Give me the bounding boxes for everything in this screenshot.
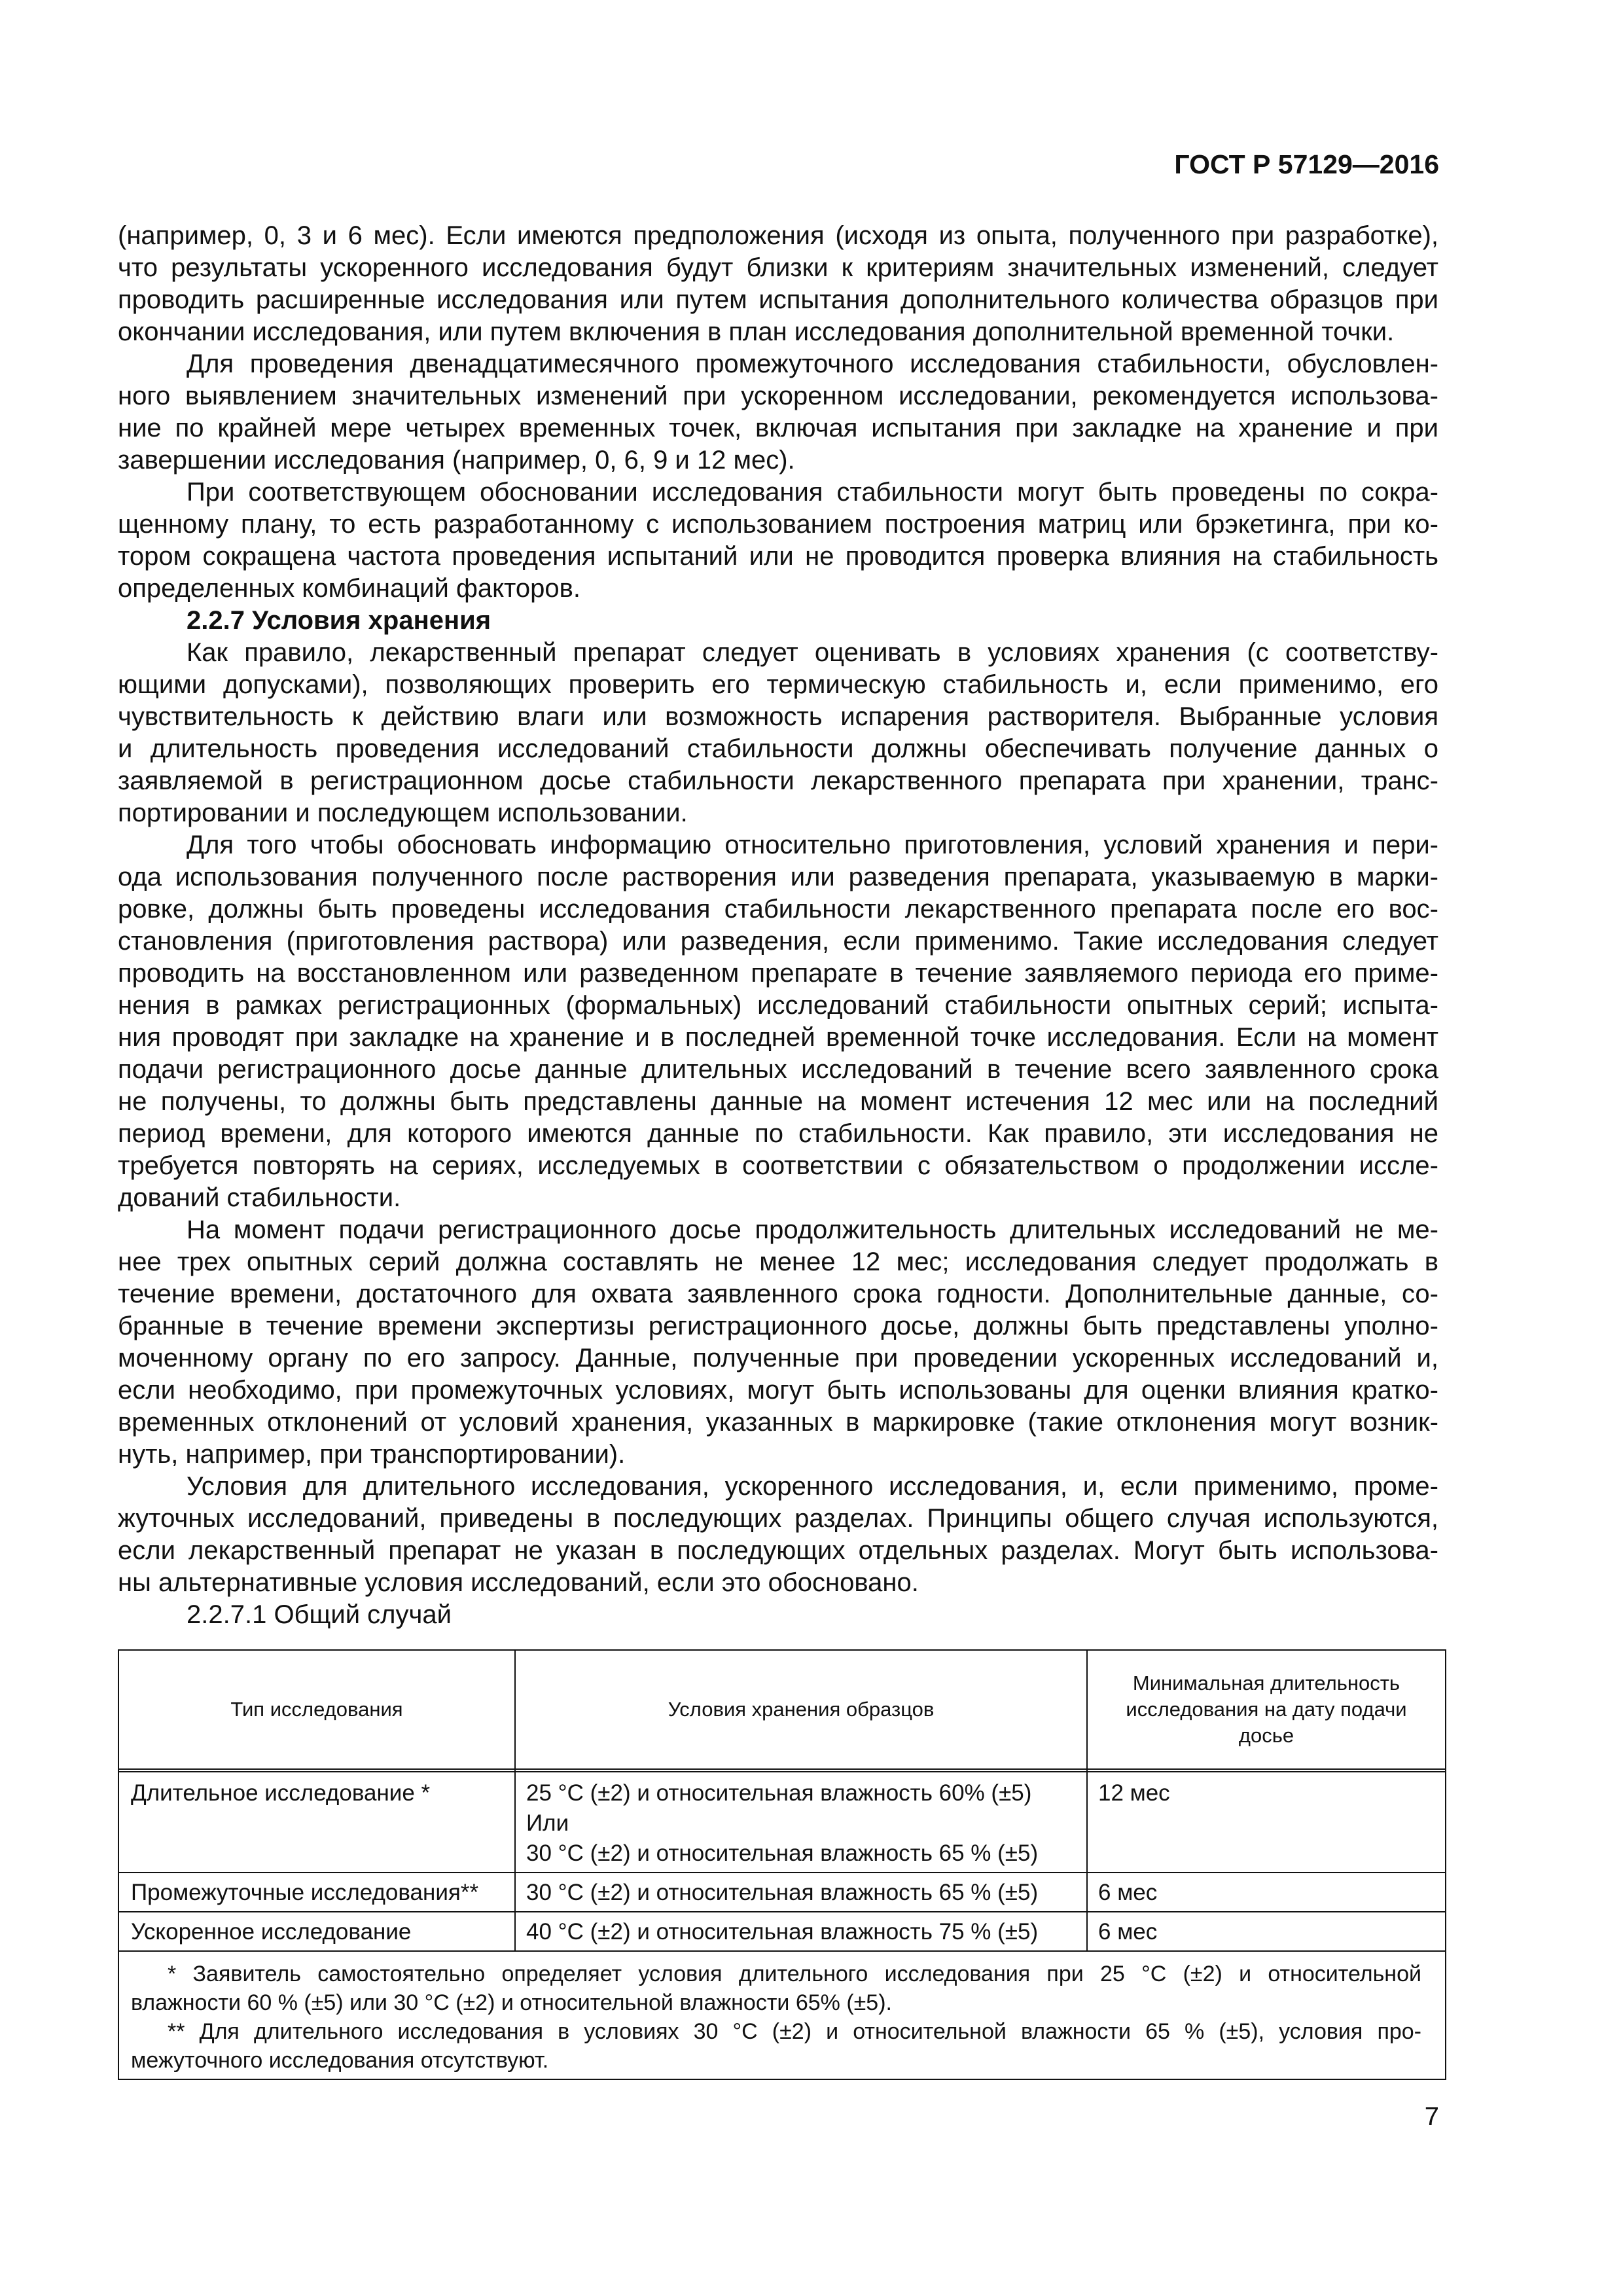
body-line: (например, 0, 3 и 6 мес). Если имеются предположения (исходя из опыта, полученного при разработке),	[118, 221, 1438, 250]
body-line: если необходимо, при промежуточных условиях, могут быть использованы для оценки влияния кратко-	[118, 1376, 1438, 1405]
body-line: При соответствующем обосновании исследования стабильности могут быть проведены по сокра-	[187, 478, 1438, 507]
body-line: период времени, для которого имеются данные по стабильности. Как правило, эти исследования не	[118, 1119, 1438, 1148]
body-line: нения в рамках регистрационных (формальных) исследований стабильности опытных серий; испыта-	[118, 991, 1438, 1020]
table-header-duration: Минимальная длительность исследования на дату подачи досье	[1126, 1672, 1407, 1747]
table-row-type: Ускоренное исследование	[131, 1919, 412, 1945]
table-row-condition: 30 °С (±2) и относительная влажность 65 % (±5)	[526, 1880, 1039, 1905]
body-line: ны альтернативные условия исследований, если это обосновано.	[118, 1568, 919, 1597]
subsection-heading: 2.2.7.1 Общий случай	[187, 1600, 452, 1629]
storage-conditions-table	[118, 1649, 1446, 2080]
document-header: ГОСТ Р 57129—2016	[1174, 149, 1439, 179]
section-heading: 2.2.7 Условия хранения	[187, 606, 491, 635]
body-line: бранные в течение времени экспертизы регистрационного досье, должны быть представлены уполно-	[118, 1312, 1438, 1340]
body-line: и длительность проведения исследований стабильности должны обеспечивать получение данных о	[118, 734, 1438, 763]
body-line: становления (приготовления раствора) или разведения, если применимо. Такие исследования следует	[118, 927, 1438, 956]
body-line: ного выявлением значительных изменений при ускоренном исследовании, рекомендуется использова-	[118, 382, 1438, 410]
body-line: подачи регистрационного досье данные длительных исследований в течение всего заявленного срока	[118, 1055, 1438, 1084]
body-line: завершении исследования (например, 0, 6, 9 и 12 мес).	[118, 446, 795, 475]
table-note: межуточного исследования отсутствуют.	[131, 2048, 549, 2073]
table-note: * Заявитель самостоятельно определяет условия длительного исследования при 25 °С (±2) и относительной	[168, 1962, 1421, 1986]
body-line: если лекарственный препарат не указан в последующих отдельных разделах. Могут быть использова-	[118, 1536, 1438, 1565]
body-line: чувствительность к действию влаги или возможность испарения растворителя. Выбранные условия	[118, 702, 1438, 731]
table-row-condition: Или	[526, 1810, 569, 1836]
body-line: ода использования полученного после растворения или разведения препарата, указываемую в марки-	[118, 863, 1438, 891]
body-line: нуть, например, при транспортировании).	[118, 1440, 626, 1469]
body-line: проводить на восстановленном или разведенном препарате в течение заявляемого периода его приме-	[118, 959, 1438, 988]
body-line: тором сокращена частота проведения испытаний или не проводится проверка влияния на стабильность	[118, 542, 1438, 571]
table-header-type: Тип исследования	[230, 1698, 403, 1721]
body-line: нее трех опытных серий должна составлять не менее 12 мес; исследования следует продолжать в	[118, 1247, 1438, 1276]
body-line: окончании исследования, или путем включения в план исследования дополнительной временной точки.	[118, 317, 1395, 346]
table-note: влажности 60 % (±5) или 30 °С (±2) и относительной влажности 65% (±5).	[131, 1990, 892, 2015]
body-line: моченному органу по его запросу. Данные, полученные при проведении ускоренных исследований и,	[118, 1344, 1438, 1372]
body-line: заявляемой в регистрационном досье стабильности лекарственного препарата при хранении, транс-	[118, 766, 1438, 795]
table-row-condition: 30 °С (±2) и относительная влажность 65 % (±5)	[526, 1840, 1039, 1866]
table-row-condition: 25 °С (±2) и относительная влажность 60% (±5)	[526, 1780, 1032, 1806]
table-header-conditions: Условия хранения образцов	[668, 1698, 935, 1721]
body-line: Для того чтобы обосновать информацию относительно приготовления, условий хранения и пери-	[187, 831, 1438, 859]
body-line: ровке, должны быть проведены исследования стабильности лекарственного препарата после его вос-	[118, 895, 1438, 924]
body-line: ния проводят при закладке на хранение и в последней временной точке исследования. Если на момент	[118, 1023, 1438, 1052]
body-line: На момент подачи регистрационного досье продолжительность длительных исследований не ме-	[187, 1215, 1438, 1244]
body-line: ние по крайней мере четырех временных точек, включая испытания при закладке на хранение и при	[118, 414, 1438, 442]
body-line: течение времени, достаточного для охвата заявленного срока годности. Дополнительные данные, со-	[118, 1280, 1438, 1308]
body-line: жуточных исследований, приведены в последующих разделах. Принципы общего случая используются,	[118, 1504, 1438, 1533]
table-row-condition: 40 °С (±2) и относительная влажность 75 % (±5)	[526, 1919, 1039, 1945]
table-note: ** Для длительного исследования в условиях 30 °С (±2) и относительной влажности 65 % (±5), условия про-	[168, 2019, 1421, 2044]
table-row-duration: 12 мес	[1098, 1780, 1170, 1806]
body-line: проводить расширенные исследования или путем испытания дополнительного количества образцов при	[118, 285, 1438, 314]
body-line: ющими допусками), позволяющих проверить его термическую стабильность и, если применимо, его	[118, 670, 1438, 699]
body-line: не получены, то должны быть представлены данные на момент истечения 12 мес или на последний	[118, 1087, 1438, 1116]
body-line: щенному плану, то есть разработанному с использованием построения матриц или брэкетинга, при ко-	[118, 510, 1438, 539]
body-line: Для проведения двенадцатимесячного промежуточного исследования стабильности, обусловлен-	[187, 350, 1438, 378]
table-row-type: Длительное исследование *	[131, 1780, 431, 1806]
table-row-duration: 6 мес	[1098, 1880, 1158, 1905]
body-line: Как правило, лекарственный препарат следует оценивать в условиях хранения (с соответству-	[187, 638, 1438, 667]
body-line: требуется повторять на сериях, исследуемых в соответствии с обязательством о продолжении иссле-	[118, 1151, 1438, 1180]
body-line: Условия для длительного исследования, ускоренного исследования, и, если применимо, проме-	[187, 1472, 1438, 1501]
body-line: определенных комбинаций факторов.	[118, 574, 581, 603]
table-row-duration: 6 мес	[1098, 1919, 1158, 1945]
page-number: 7	[1424, 2102, 1439, 2131]
table-row-type: Промежуточные исследования**	[131, 1880, 479, 1905]
body-line: портировании и последующем использовании.	[118, 798, 688, 827]
body-line: дований стабильности.	[118, 1183, 401, 1212]
body-line: что результаты ускоренного исследования будут близки к критериям значительных изменений, следует	[118, 253, 1438, 282]
body-line: временных отклонений от условий хранения, указанных в маркировке (такие отклонения могут возник-	[118, 1408, 1438, 1437]
